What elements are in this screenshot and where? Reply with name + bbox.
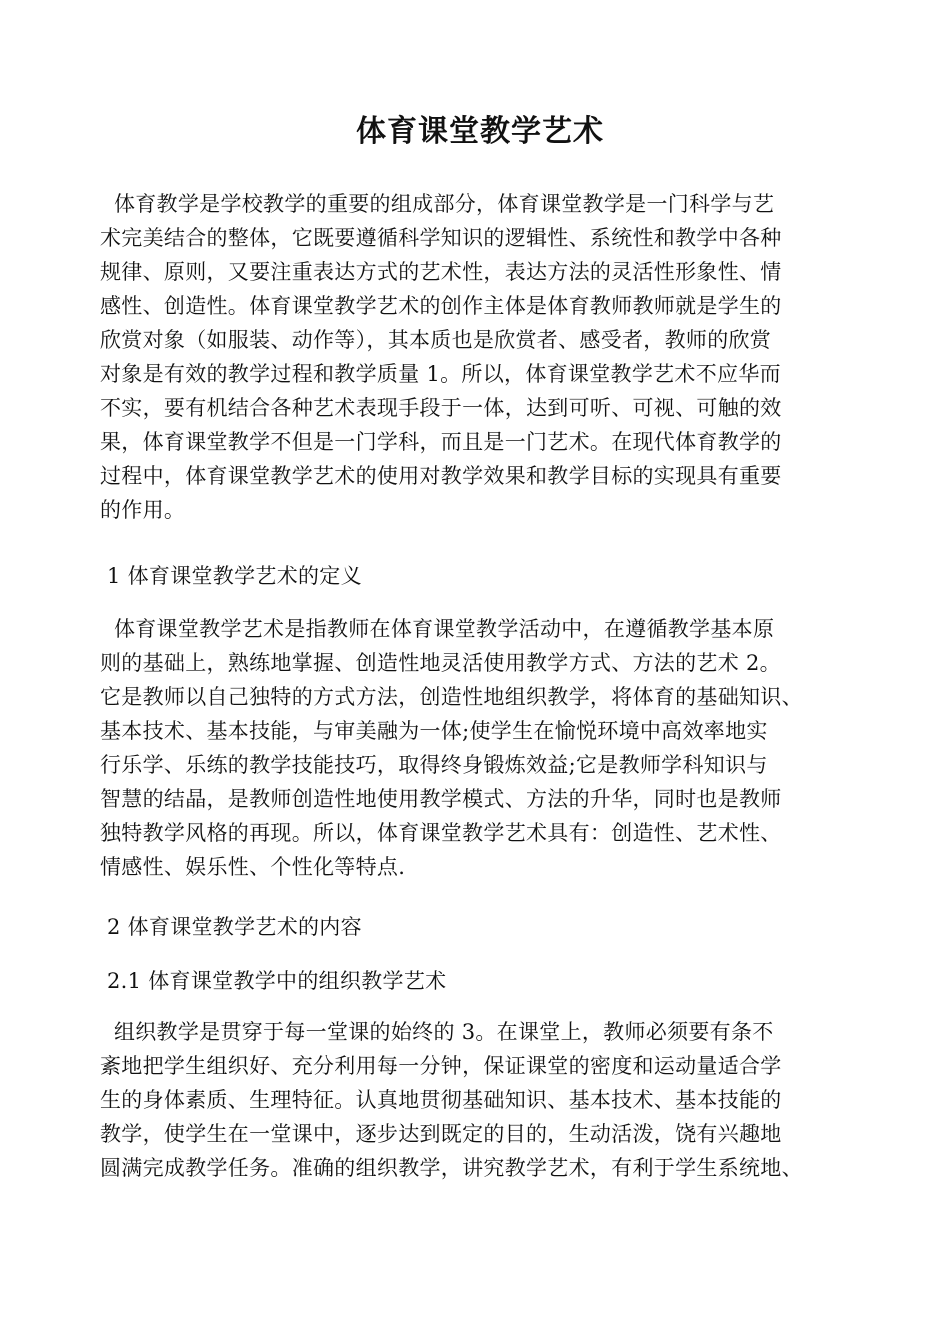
paragraph-line: 组织教学是贯穿于每一堂课的始终的 3。在课堂上，教师必须要有条不: [100, 1020, 774, 1044]
section-heading-text: 1 体育课堂教学艺术的定义: [100, 564, 362, 588]
section-heading-2: [100, 910, 860, 944]
paragraph-line: 的作用。: [100, 498, 186, 522]
paragraph-line: 对象是有效的教学过程和教学质量 1。所以，体育课堂教学艺术不应华而: [100, 362, 781, 386]
section-heading-2-1: [100, 964, 860, 998]
section-heading-text: 2.1 体育课堂教学中的组织教学艺术: [100, 969, 447, 993]
paragraph-definition: [100, 612, 860, 884]
section-heading-1: [100, 559, 860, 593]
paragraph-line: 教学，使学生在一堂课中，逐步达到既定的目的，生动活泼，饶有兴趣地: [100, 1122, 782, 1146]
paragraph-intro: [100, 187, 860, 527]
paragraph-line: 它是教师以自己独特的方式方法，创造性地组织教学，将体育的基础知识、: [100, 685, 803, 709]
paragraph-line: 紊地把学生组织好、充分利用每一分钟，保证课堂的密度和运动量适合学: [100, 1054, 782, 1078]
paragraph-line: 情感性、娱乐性、个性化等特点.: [100, 855, 406, 879]
paragraph-organization: [100, 1015, 860, 1185]
paragraph-line: 术完美结合的整体，它既要遵循科学知识的逻辑性、系统性和教学中各种: [100, 226, 782, 250]
paragraph-line: 体育教学是学校教学的重要的组成部分，体育课堂教学是一门科学与艺: [100, 192, 775, 216]
paragraph-line: 不实，要有机结合各种艺术表现手段于一体，达到可听、可视、可触的效: [100, 396, 782, 420]
paragraph-line: 圆满完成教学任务。准确的组织教学，讲究教学艺术，有利于学生系统地、: [100, 1156, 803, 1180]
section-heading-text: 2 体育课堂教学艺术的内容: [100, 915, 362, 939]
paragraph-line: 则的基础上，熟练地掌握、创造性地灵活使用教学方式、方法的艺术 2。: [100, 651, 781, 675]
paragraph-line: 基本技术、基本技能，与审美融为一体;使学生在愉悦环境中高效率地实: [100, 719, 768, 743]
paragraph-line: 欣赏对象（如服装、动作等），其本质也是欣赏者、感受者，教师的欣赏: [100, 328, 772, 352]
paragraph-line: 独特教学风格的再现。所以，体育课堂教学艺术具有：创造性、艺术性、: [100, 821, 782, 845]
paragraph-line: 体育课堂教学艺术是指教师在体育课堂教学活动中，在遵循教学基本原: [100, 617, 775, 641]
paragraph-line: 智慧的结晶，是教师创造性地使用教学模式、方法的升华，同时也是教师: [100, 787, 782, 811]
paragraph-line: 感性、创造性。体育课堂教学艺术的创作主体是体育教师教师就是学生的: [100, 294, 782, 318]
paragraph-line: 果，体育课堂教学不但是一门学科，而且是一门艺术。在现代体育教学的: [100, 430, 782, 454]
paragraph-line: 行乐学、乐练的教学技能技巧，取得终身锻炼效益;它是教师学科知识与: [100, 753, 768, 777]
paragraph-line: 规律、原则，又要注重表达方式的艺术性，表达方法的灵活性形象性、情: [100, 260, 782, 284]
paragraph-line: 过程中，体育课堂教学艺术的使用对教学效果和教学目标的实现具有重要: [100, 464, 782, 488]
document-title: 体育课堂教学艺术: [356, 114, 604, 149]
paragraph-line: 生的身体素质、生理特征。认真地贯彻基础知识、基本技术、基本技能的: [100, 1088, 782, 1112]
